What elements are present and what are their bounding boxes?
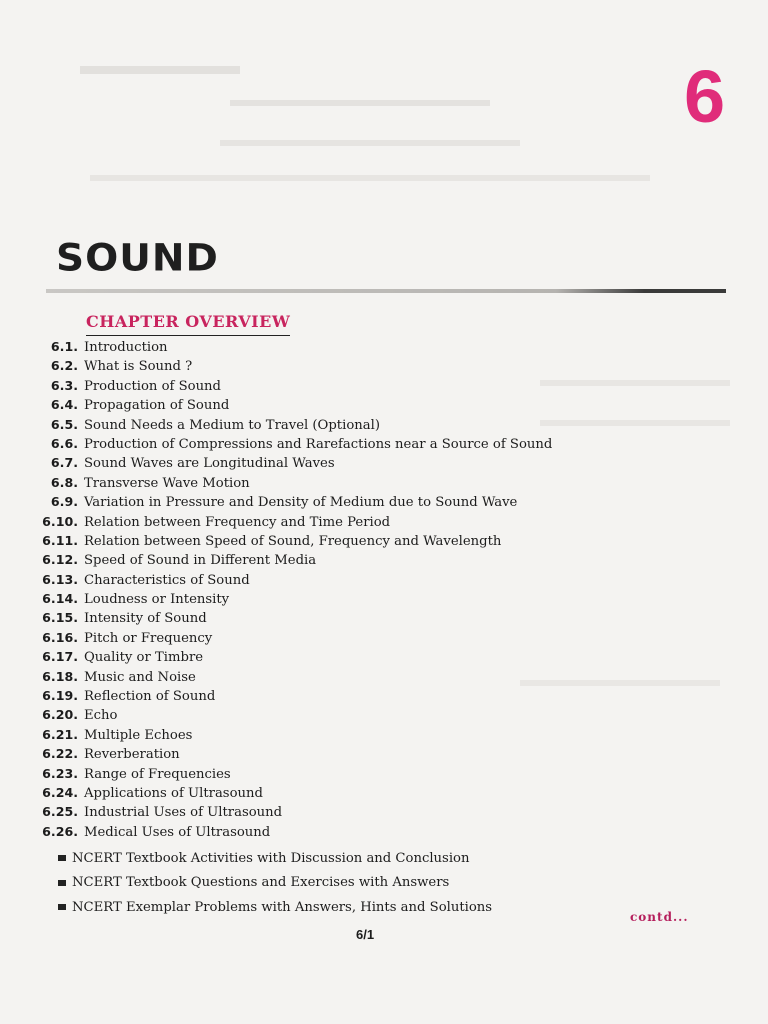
toc-item-number: 6.2. (50, 358, 78, 374)
toc-item-number: 6.25. (42, 804, 78, 820)
toc-item (30, 688, 590, 707)
toc-item (30, 358, 590, 377)
toc-item-number: 6.24. (42, 784, 78, 800)
toc-item-label: Production of Compressions and Rarefactions near a Source of Sound (84, 436, 553, 452)
chapter-number: 6 (684, 55, 726, 138)
toc-item-number: 6.11. (42, 532, 78, 548)
toc-item-number: 6.19. (42, 688, 78, 704)
toc-item (30, 707, 590, 726)
toc-item (30, 766, 590, 785)
toc-item-number: 6.15. (42, 610, 78, 626)
toc-item-label: Industrial Uses of Ultrasound (84, 805, 283, 821)
toc-item (30, 455, 590, 474)
toc-item-label: Echo (84, 708, 118, 724)
resource-item-label: NCERT Textbook Questions and Exercises with Answers (72, 875, 450, 891)
toc-item-label: Sound Needs a Medium to Travel (Optional) (84, 417, 380, 433)
toc-item-number: 6.9. (50, 494, 78, 510)
toc-item (30, 824, 590, 843)
toc-item-number: 6.12. (42, 552, 78, 568)
toc-item (30, 339, 590, 358)
toc-item-number: 6.17. (42, 649, 78, 665)
resource-item (58, 846, 492, 871)
toc-item-label: Variation in Pressure and Density of Medium due to Sound Wave (84, 495, 518, 511)
toc-item (30, 378, 590, 397)
toc-item (30, 610, 590, 629)
toc-item (30, 514, 590, 533)
toc-item (30, 746, 590, 765)
toc-item-label: Introduction (84, 340, 168, 355)
toc-item-label: Reverberation (84, 747, 180, 763)
toc-item-number: 6.7. (50, 455, 78, 471)
toc-item-number: 6.21. (42, 726, 78, 742)
toc-item-label: Characteristics of Sound (84, 572, 250, 588)
toc-item-label: Applications of Ultrasound (84, 785, 263, 801)
toc-item (30, 417, 590, 436)
toc-item (30, 649, 590, 668)
toc-item (30, 591, 590, 610)
toc-item-number: 6.14. (42, 591, 78, 607)
chapter-overview-heading: CHAPTER OVERVIEW (86, 312, 290, 336)
toc-item-label: Loudness or Intensity (84, 592, 230, 608)
toc-item-label: Relation between Speed of Sound, Frequency and Wavelength (84, 533, 502, 549)
toc-item-label: Reflection of Sound (84, 689, 216, 705)
page-number: 6/1 (356, 927, 375, 942)
toc-item-label: Transverse Wave Motion (84, 475, 250, 491)
show-through-text (220, 140, 520, 146)
square-bullet-icon (58, 880, 66, 886)
toc-item-number: 6.26. (42, 823, 78, 839)
toc-item-label: Music and Noise (84, 669, 196, 685)
toc-item (30, 785, 590, 804)
toc-item-number: 6.16. (42, 629, 78, 645)
toc-item-label: Relation between Frequency and Time Period (84, 514, 391, 530)
toc-item (30, 630, 590, 649)
toc-item (30, 475, 590, 494)
toc-item-label: Production of Sound (84, 378, 221, 394)
table-of-contents (30, 339, 590, 843)
show-through-text (90, 175, 650, 181)
toc-item-label: Range of Frequencies (84, 766, 231, 782)
square-bullet-icon (58, 855, 66, 861)
toc-item-label: Quality or Timbre (84, 650, 204, 666)
chapter-title: SOUND (56, 237, 219, 280)
square-bullet-icon (58, 904, 66, 910)
toc-item-number: 6.5. (50, 416, 78, 432)
resource-item-label: NCERT Textbook Activities with Discussion and Conclusion (72, 850, 470, 866)
toc-item-label: Propagation of Sound (84, 398, 230, 414)
toc-item (30, 669, 590, 688)
toc-item-label: Intensity of Sound (84, 611, 207, 627)
toc-item (30, 397, 590, 416)
toc-item-number: 6.8. (50, 474, 78, 490)
show-through-text (80, 66, 240, 74)
toc-item-number: 6.20. (42, 707, 78, 723)
toc-item-number: 6.13. (42, 571, 78, 587)
toc-item-number: 6.23. (42, 765, 78, 781)
toc-item-number: 6.6. (50, 435, 78, 451)
toc-item-label: Multiple Echoes (84, 727, 193, 743)
resource-list (58, 846, 492, 920)
toc-item-number: 6.4. (50, 397, 78, 413)
toc-item (30, 804, 590, 823)
toc-item-label: Speed of Sound in Different Media (84, 553, 317, 569)
toc-item-number: 6.3. (50, 377, 78, 393)
toc-item (30, 552, 590, 571)
toc-item-label: Medical Uses of Ultrasound (84, 824, 271, 840)
toc-item (30, 533, 590, 552)
toc-item (30, 436, 590, 455)
resource-item-label: NCERT Exemplar Problems with Answers, Hints and Solutions (72, 899, 493, 915)
resource-item (58, 871, 492, 896)
toc-item-number: 6.18. (42, 668, 78, 684)
toc-item (30, 572, 590, 591)
toc-item-label: What is Sound ? (84, 359, 193, 375)
toc-item-label: Sound Waves are Longitudinal Waves (84, 456, 335, 472)
toc-item (30, 727, 590, 746)
toc-item-label: Pitch or Frequency (84, 630, 213, 646)
continued-note: contd... (630, 910, 689, 924)
toc-item-number: 6.10. (42, 513, 78, 529)
toc-item-number: 6.1. (50, 339, 78, 354)
resource-item (58, 895, 492, 920)
title-rule (46, 289, 726, 293)
show-through-text (230, 100, 490, 106)
toc-item (30, 494, 590, 513)
toc-item-number: 6.22. (42, 746, 78, 762)
